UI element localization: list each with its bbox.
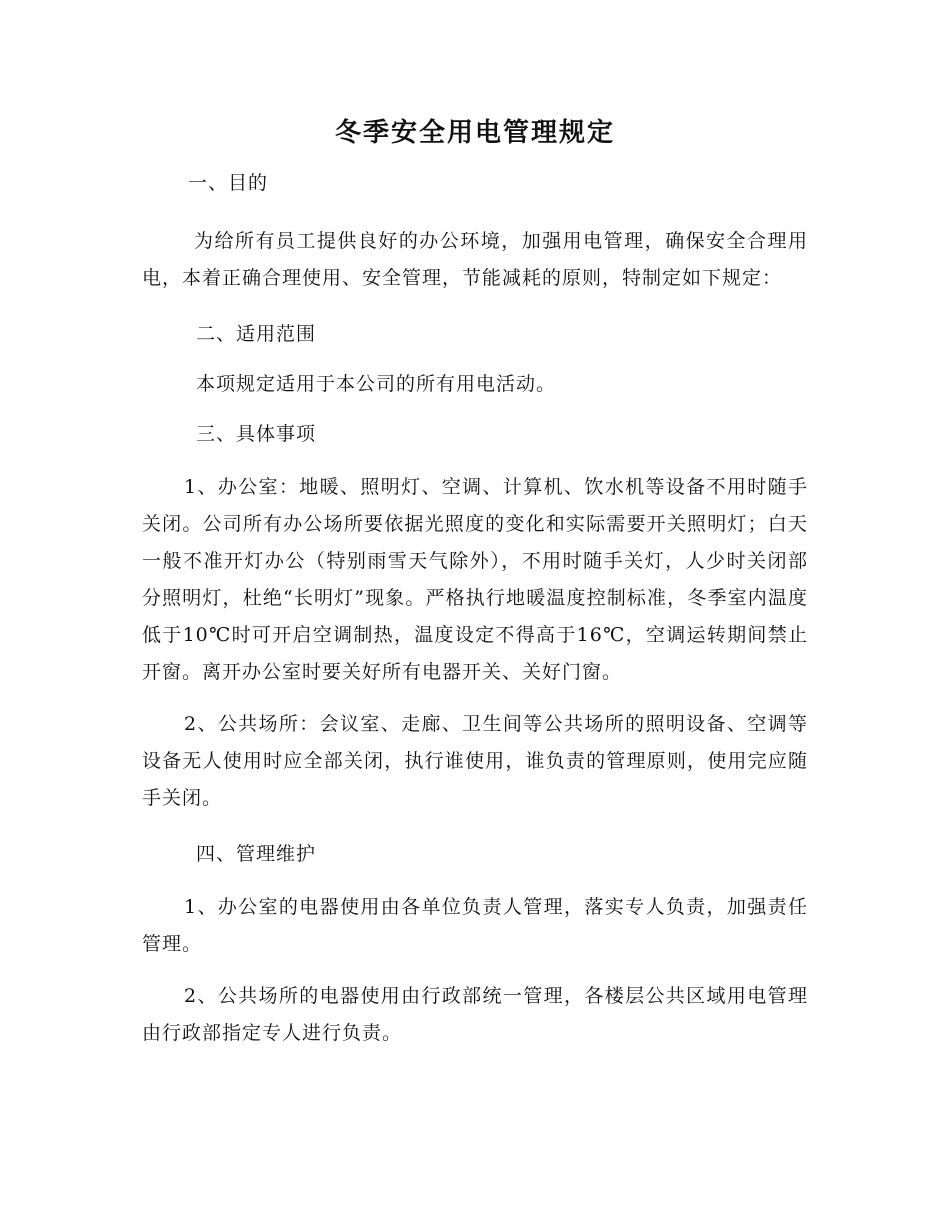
section-heading-maintenance: 四、管理维护: [196, 843, 317, 865]
section-text-purpose: 为给所有员工提供良好的办公环境，加强用电管理，确保安全合理用电，本着正确合理使用、安全管理，节能减耗的原则，特制定如下规定：: [142, 230, 808, 289]
details-item-1: 1、办公室：地暖、照明灯、空调、计算机、饮水机等设备不用时随手关闭。公司所有办公场所要依据光照度的变化和实际需要开关照明灯；白天一般不准开灯办公（特别雨雪天气除外），不用时随手关灯，人少时关闭部分照明灯，杜绝“长明灯”现象。严格执行地暖温度控制标准，冬季室内温度低于10℃时可开启空调制热，温度设定不得高于16℃，空调运转期间禁止开窗。离开办公室时要关好所有电器开关、关好门窗。: [142, 476, 808, 683]
details-item-2: 2、公共场所：会议室、走廊、卫生间等公共场所的照明设备、空调等设备无人使用时应全部关闭，执行谁使用，谁负责的管理原则，使用完应随手关闭。: [142, 713, 808, 809]
document-body: [142, 168, 808, 1052]
section-heading-scope: 二、适用范围: [196, 323, 317, 345]
section-heading-purpose: 一、目的: [188, 172, 269, 194]
section-heading-details: 三、具体事项: [196, 423, 317, 445]
maintenance-item-1: 1、办公室的电器使用由各单位负责人管理，落实专人负责，加强责任管理。: [142, 896, 808, 955]
maintenance-item-2: 2、公共场所的电器使用由行政部统一管理，各楼层公共区域用电管理由行政部指定专人进行负责。: [142, 985, 808, 1044]
document-title: 冬季安全用电管理规定: [334, 118, 615, 148]
section-text-scope: 本项规定适用于本公司的所有用电活动。: [196, 373, 557, 395]
